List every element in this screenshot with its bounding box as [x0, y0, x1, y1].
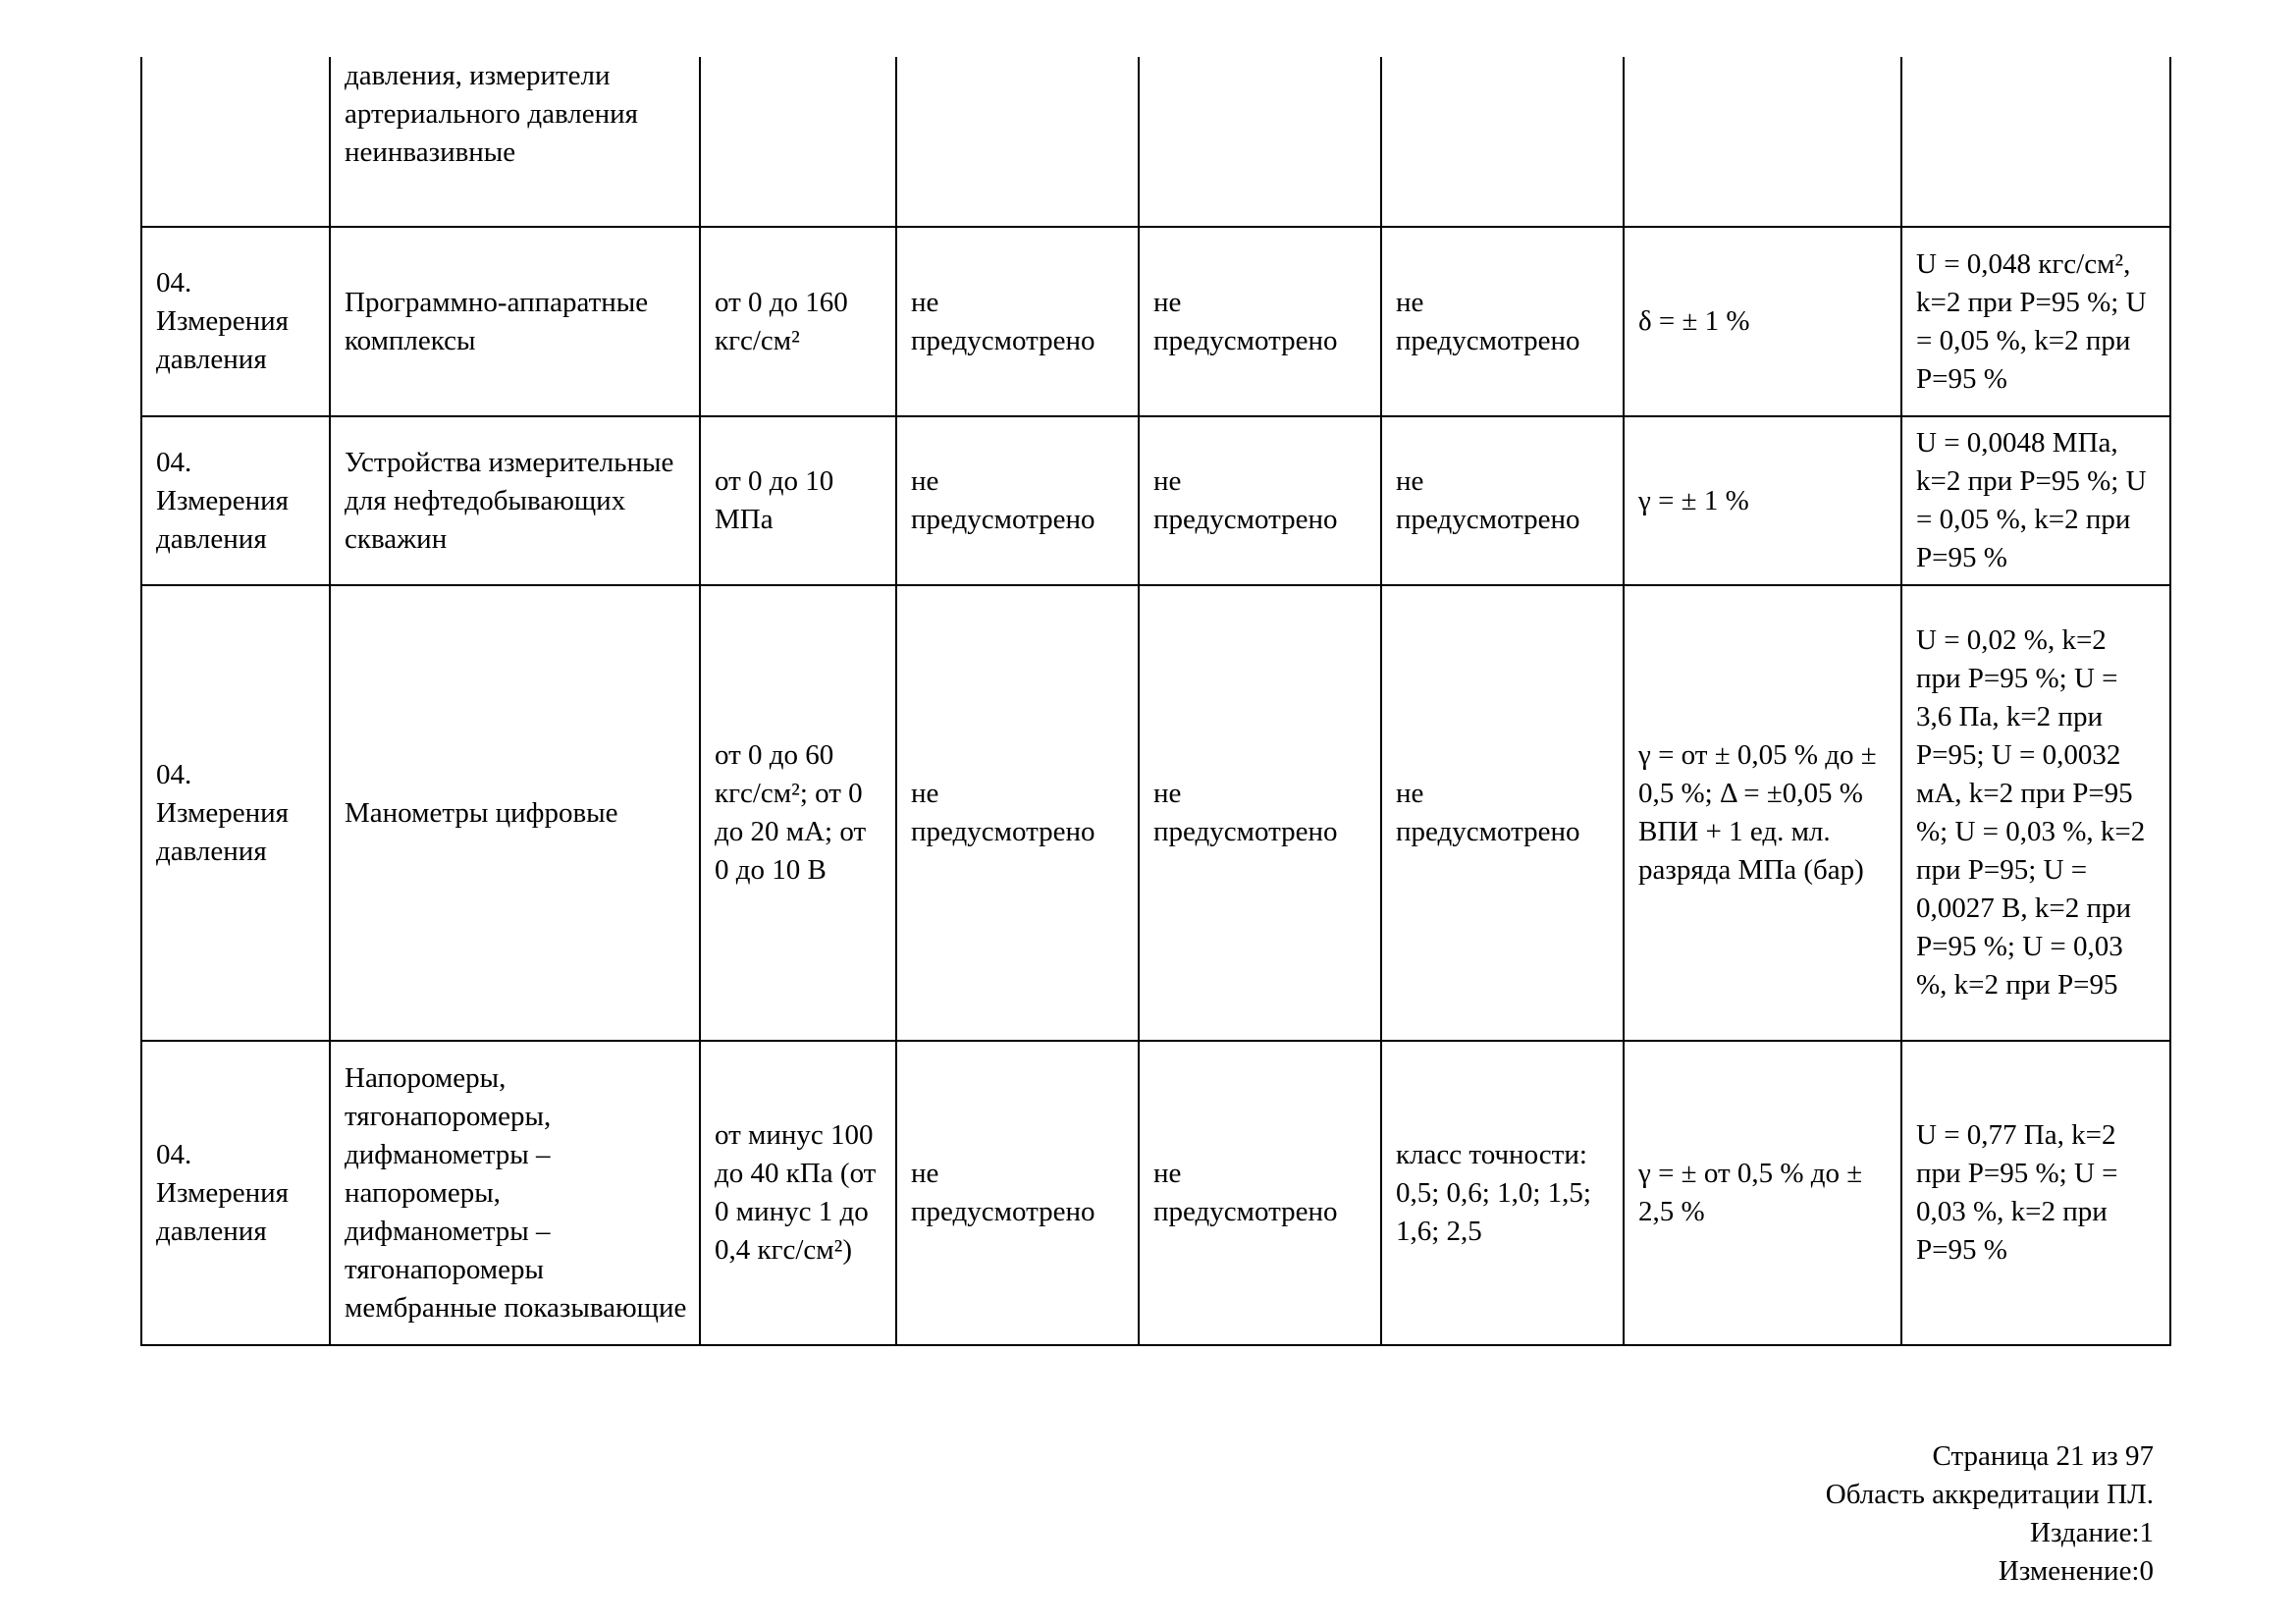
- cell-accuracy: γ = от ± 0,05 % до ± 0,5 %; Δ = ±0,05 % ВПИ + 1 ед. мл. разряда МПа (бар): [1624, 585, 1901, 1041]
- cell-range: от минус 100 до 40 кПа (от 0 минус 1 до 0,4 кгс/см²): [700, 1041, 896, 1345]
- cell-col4: не предусмотрено: [896, 1041, 1139, 1345]
- cell-uncertainty: [1901, 57, 2170, 227]
- cell-col6: [1381, 57, 1624, 227]
- change-label: Изменение:0: [1998, 1555, 2154, 1587]
- cell-col6: не предусмотрено: [1381, 585, 1624, 1041]
- cell-code: 04. Измерения давления: [141, 416, 330, 585]
- cell-range: от 0 до 160 кгс/см²: [700, 227, 896, 416]
- cell-col4: не предусмотрено: [896, 585, 1139, 1041]
- table-row: [141, 1041, 2170, 1345]
- cell-code: 04. Измерения давления: [141, 1041, 330, 1345]
- edition-label: Издание:1: [2030, 1517, 2154, 1548]
- table-row: [141, 416, 2170, 585]
- cell-col5: не предусмотрено: [1139, 1041, 1381, 1345]
- cell-code: 04. Измерения давления: [141, 227, 330, 416]
- cell-uncertainty: U = 0,048 кгс/см², k=2 при P=95 %; U = 0,05 %, k=2 при P=95 %: [1901, 227, 2170, 416]
- cell-instrument: Программно-аппаратные комплексы: [330, 227, 700, 416]
- cell-uncertainty: U = 0,02 %, k=2 при P=95 %; U = 3,6 Па, k=2 при P=95; U = 0,0032 мА, k=2 при P=95 %; U = 0,03 %, k=2 при P=95; U = 0,0027 В, k=2 при P=95 %; U = 0,03 %, k=2 при P=95: [1901, 585, 2170, 1041]
- cell-col5: не предусмотрено: [1139, 585, 1381, 1041]
- cell-range: [700, 57, 896, 227]
- table-row: [141, 585, 2170, 1041]
- cell-col5: не предусмотрено: [1139, 227, 1381, 416]
- cell-instrument: Напоромеры, тягонапоромеры, дифманометры – напоромеры, дифманометры – тягонапоромеры мембранные показывающие: [330, 1041, 700, 1345]
- cell-instrument: давления, измерители артериального давления неинвазивные: [330, 57, 700, 227]
- table-row: [141, 227, 2170, 416]
- cell-col4: не предусмотрено: [896, 227, 1139, 416]
- table-row: [141, 57, 2170, 227]
- cell-uncertainty: U = 0,0048 МПа, k=2 при P=95 %; U = 0,05 %, k=2 при P=95 %: [1901, 416, 2170, 585]
- cell-uncertainty: U = 0,77 Па, k=2 при P=95 %; U = 0,03 %, k=2 при P=95 %: [1901, 1041, 2170, 1345]
- cell-range: от 0 до 10 МПа: [700, 416, 896, 585]
- accreditation-scope-label: Область аккредитации ПЛ.: [1825, 1479, 2154, 1510]
- cell-col6: не предусмотрено: [1381, 416, 1624, 585]
- cell-accuracy: γ = ± 1 %: [1624, 416, 1901, 585]
- cell-instrument: Манометры цифровые: [330, 585, 700, 1041]
- cell-col4: [896, 57, 1139, 227]
- cell-accuracy: γ = ± от 0,5 % до ± 2,5 %: [1624, 1041, 1901, 1345]
- cell-code: [141, 57, 330, 227]
- cell-range: от 0 до 60 кгс/см²; от 0 до 20 мА; от 0 до 10 В: [700, 585, 896, 1041]
- cell-instrument: Устройства измерительные для нефтедобывающих скважин: [330, 416, 700, 585]
- cell-col4: не предусмотрено: [896, 416, 1139, 585]
- page-footer: [1826, 1437, 2154, 1591]
- cell-col6: класс точности: 0,5; 0,6; 1,0; 1,5; 1,6; 2,5: [1381, 1041, 1624, 1345]
- accreditation-scope-table: [140, 57, 2171, 1346]
- cell-col6: не предусмотрено: [1381, 227, 1624, 416]
- cell-code: 04. Измерения давления: [141, 585, 330, 1041]
- cell-col5: не предусмотрено: [1139, 416, 1381, 585]
- page-number: Страница 21 из 97: [1932, 1440, 2154, 1472]
- cell-accuracy: δ = ± 1 %: [1624, 227, 1901, 416]
- cell-col5: [1139, 57, 1381, 227]
- cell-accuracy: [1624, 57, 1901, 227]
